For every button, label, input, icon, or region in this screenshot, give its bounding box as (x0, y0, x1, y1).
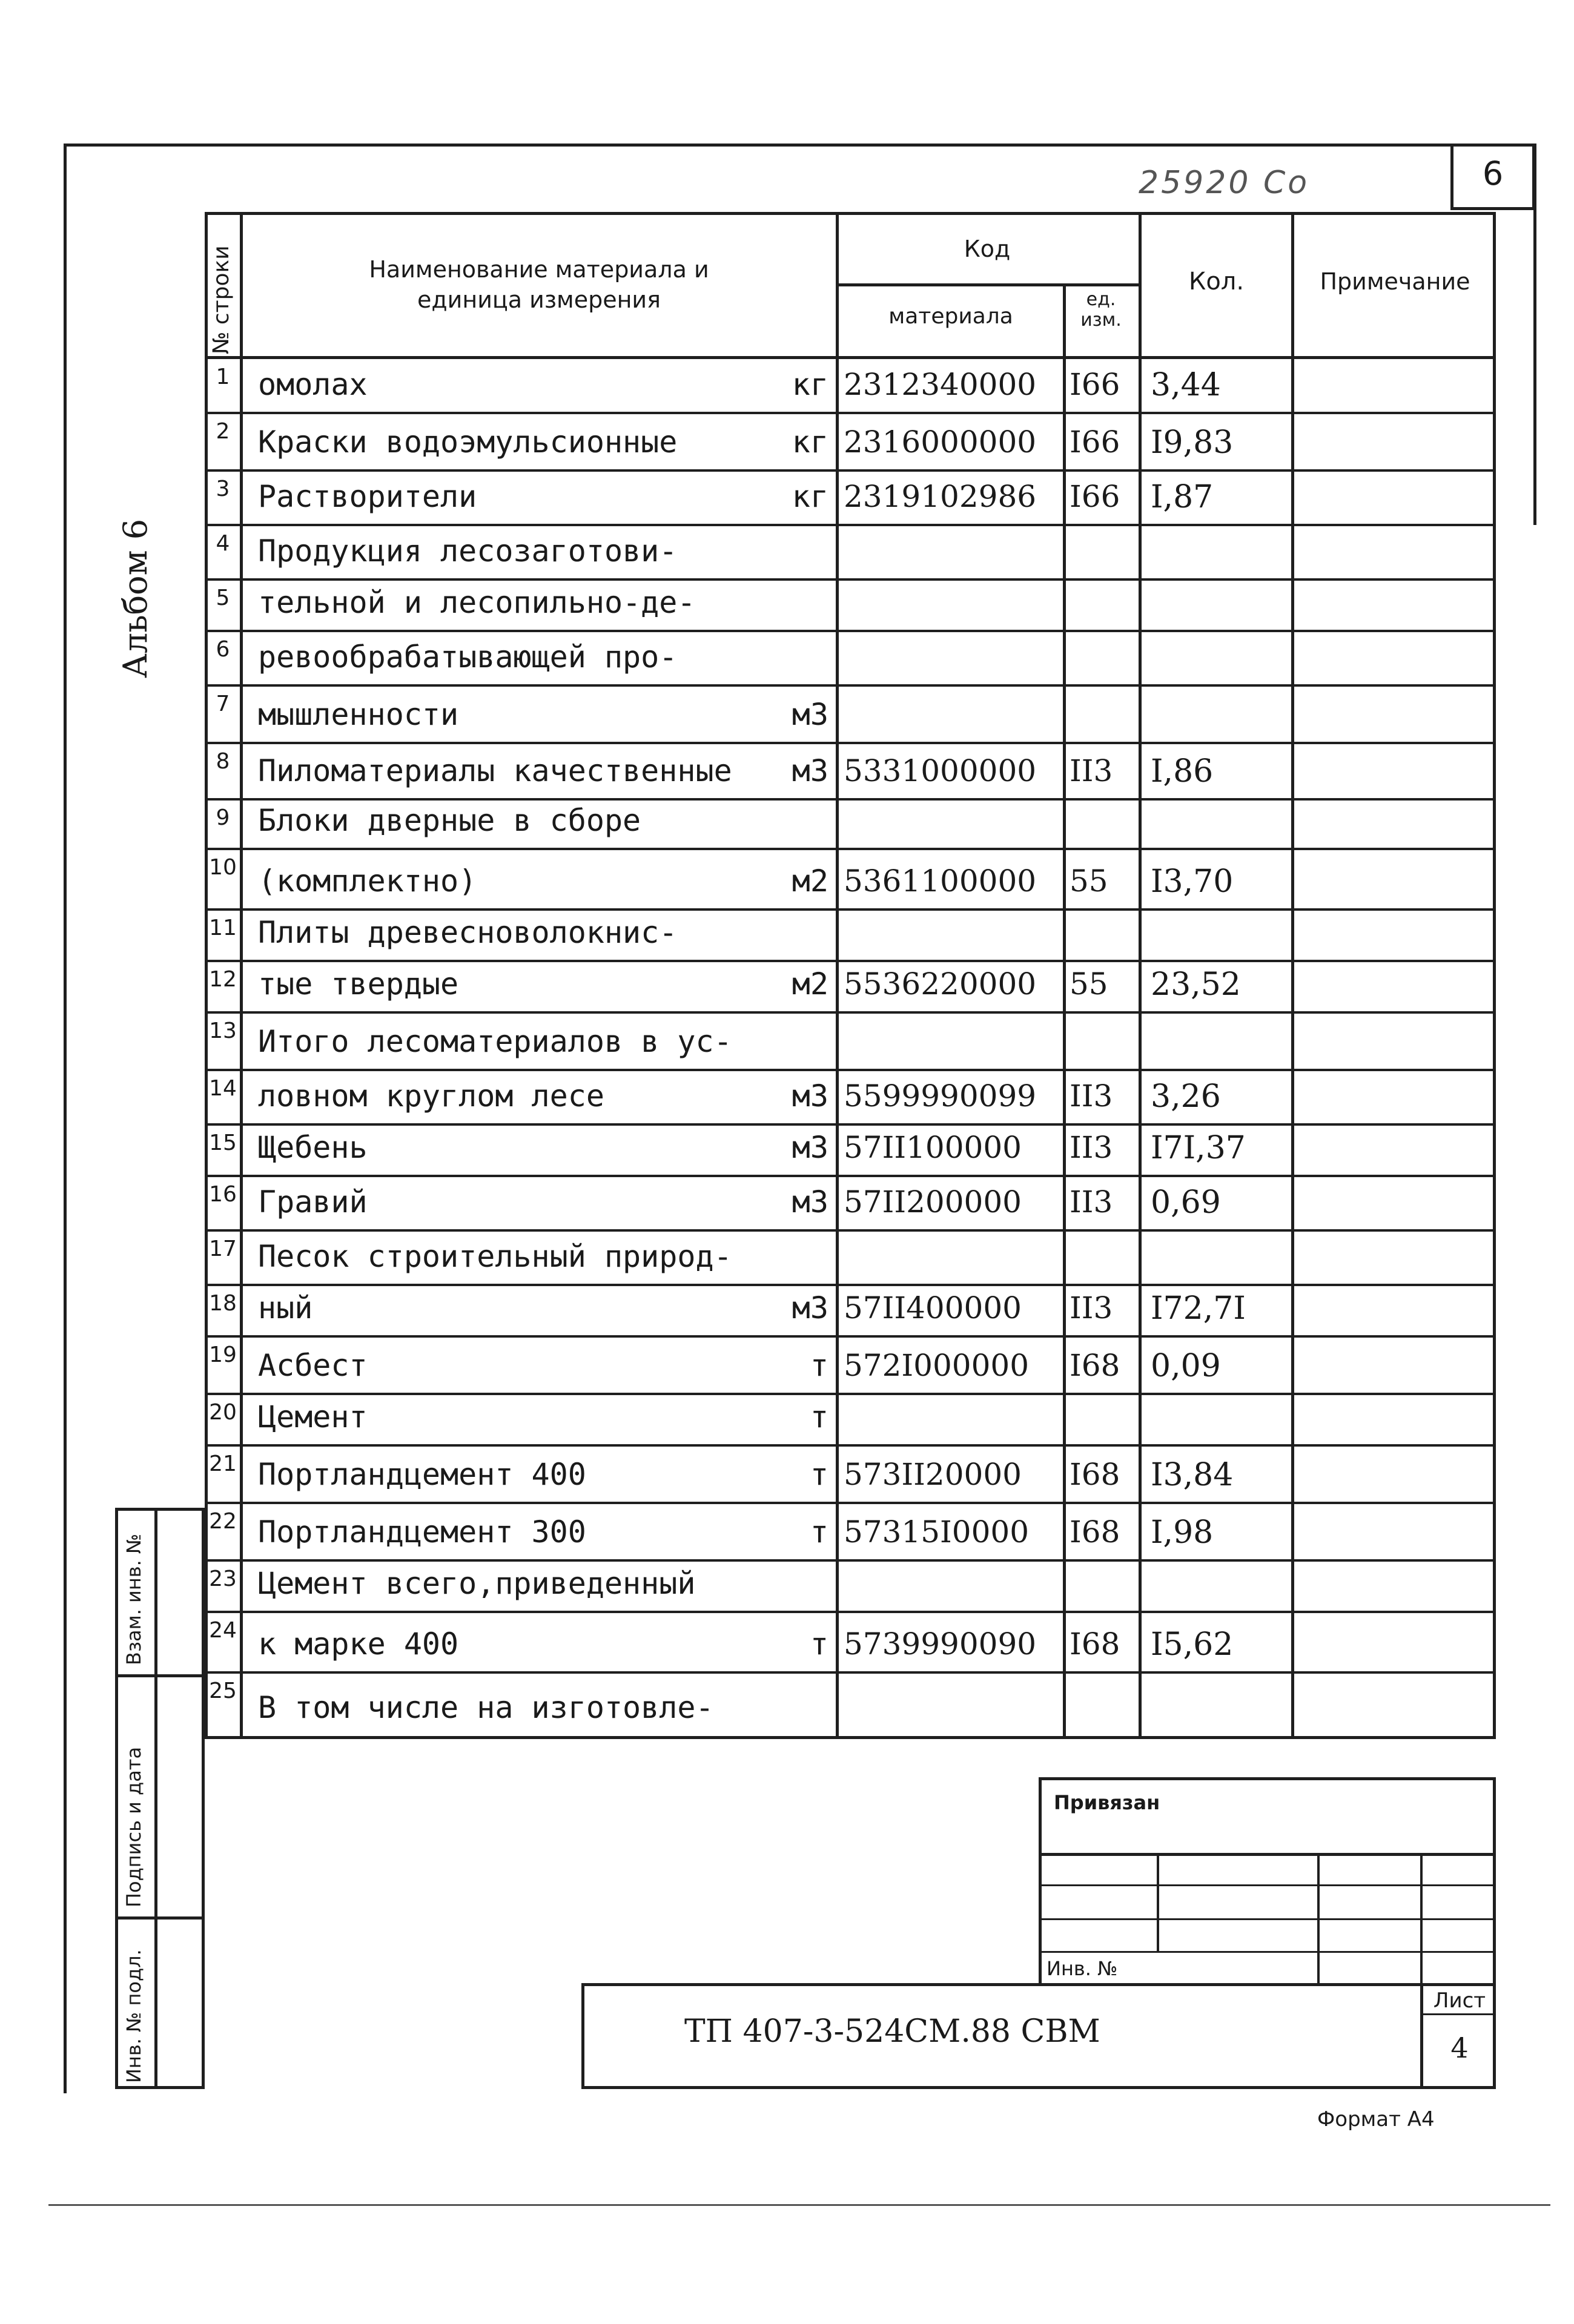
table-row (205, 524, 1496, 578)
material-code: 573II20000 (844, 1457, 1022, 1492)
side-stamp-line-2 (115, 1916, 205, 1920)
row-divider (205, 848, 1496, 850)
row-divider (205, 1011, 1496, 1014)
left-border (64, 144, 67, 2093)
material-name: (комплектно) (258, 863, 477, 899)
unit-code: II3 (1070, 1130, 1113, 1165)
row-number: 1 (216, 365, 230, 389)
bound-label: Привязан (1054, 1791, 1160, 1814)
table-row (205, 469, 1496, 524)
row-number: 14 (209, 1076, 237, 1101)
row-number: 22 (209, 1509, 237, 1534)
row-number: 9 (216, 805, 230, 830)
material-code: 5361100000 (844, 863, 1037, 899)
unit-code: I68 (1070, 1626, 1120, 1662)
material-code: 5599990099 (844, 1078, 1037, 1114)
material-code: 57II100000 (844, 1130, 1022, 1165)
header-name: Наименование материала и единица измерения (369, 256, 709, 313)
row-number: 2 (216, 419, 230, 444)
bound-vline-1 (1157, 1853, 1159, 1951)
material-unit: т (810, 1457, 828, 1492)
quantity: I,98 (1151, 1514, 1214, 1551)
row-number: 19 (209, 1342, 237, 1367)
row-divider (205, 469, 1496, 472)
bound-line-4 (1039, 1951, 1496, 1953)
header-code: Код (964, 236, 1011, 262)
row-divider (205, 1123, 1496, 1126)
row-divider (205, 908, 1496, 911)
unit-code: II3 (1070, 753, 1113, 788)
quantity: 3,26 (1151, 1078, 1221, 1115)
row-divider (205, 1175, 1496, 1177)
table-row (205, 1011, 1496, 1069)
row-divider (205, 1069, 1496, 1071)
quantity: I72,7I (1151, 1290, 1246, 1327)
row-number: 11 (209, 916, 237, 940)
code-group-line (836, 283, 1139, 286)
material-unit: т (810, 1514, 828, 1550)
material-unit: т (810, 1626, 828, 1662)
side-stamp-divider (154, 1508, 157, 2089)
material-name: ловном круглом лесе (258, 1078, 604, 1114)
sheet-label: Лист (1433, 1989, 1486, 2013)
unit-code: I66 (1070, 479, 1120, 514)
table-row (205, 908, 1496, 960)
row-number: 3 (216, 477, 230, 501)
material-unit: м3 (792, 753, 828, 788)
table-row (205, 1393, 1496, 1444)
material-name: ревообрабатывающей про- (258, 639, 678, 675)
material-name: Продукция лесозаготови- (258, 533, 678, 569)
header-qty: Кол. (1188, 268, 1245, 295)
doc-code: ТП 407-3-524СМ.88 СВМ (684, 2013, 1100, 2050)
material-code: 57II400000 (844, 1290, 1022, 1325)
table-row (205, 848, 1496, 908)
unit-code: I68 (1070, 1514, 1120, 1550)
material-name: Плиты древесноволокнис- (258, 915, 678, 950)
row-divider (205, 630, 1496, 632)
quantity: I7I,37 (1151, 1130, 1246, 1166)
header-code-unit: ед. изм. (1080, 289, 1122, 331)
row-number: 13 (209, 1018, 237, 1043)
album-label: Альбом 6 (116, 518, 154, 678)
bound-line-3 (1039, 1918, 1496, 1920)
material-name: тые твердые (258, 966, 459, 1002)
quantity: 0,69 (1151, 1184, 1221, 1221)
unit-code: 55 (1070, 966, 1108, 1002)
side-inv-orig: Инв. № подл. (122, 1949, 145, 2083)
row-number: 4 (216, 531, 230, 556)
row-divider (205, 412, 1496, 414)
row-divider (205, 1284, 1496, 1286)
sheet-number: 6 (1482, 154, 1504, 193)
unit-code: I68 (1070, 1348, 1120, 1383)
material-code: 572I000000 (844, 1348, 1030, 1383)
table-row (205, 1559, 1496, 1611)
row-divider (205, 1502, 1496, 1504)
table-row (205, 1502, 1496, 1559)
row-number: 12 (209, 967, 237, 992)
unit-code: I66 (1070, 424, 1120, 460)
unit-code: II3 (1070, 1290, 1113, 1325)
table-row (205, 1123, 1496, 1175)
row-divider (205, 1393, 1496, 1395)
material-unit: м3 (792, 1290, 828, 1325)
row-divider (205, 798, 1496, 801)
row-divider (205, 1335, 1496, 1338)
row-divider (205, 578, 1496, 581)
material-name: Пиломатериалы качественные (258, 753, 732, 788)
format-label: Формат А4 (1317, 2107, 1435, 2131)
material-code: 2312340000 (844, 367, 1037, 402)
bound-vline-3 (1420, 1853, 1423, 1986)
material-unit: м3 (792, 1078, 828, 1114)
table-row (205, 1175, 1496, 1229)
material-code: 5331000000 (844, 753, 1037, 788)
quantity: I,87 (1151, 479, 1214, 515)
header-note: Примечание (1320, 268, 1470, 295)
quantity: I3,70 (1151, 863, 1234, 900)
material-unit: м3 (792, 697, 828, 732)
row-number: 6 (216, 637, 230, 662)
material-name: тельной и лесопильно-де- (258, 585, 696, 620)
row-number: 25 (209, 1679, 237, 1703)
top-border (64, 144, 1536, 147)
table-row (205, 1229, 1496, 1284)
sheet-label-line (1420, 2013, 1496, 2015)
unit-code: II3 (1070, 1184, 1113, 1220)
material-name: Блоки дверные в сборе (258, 803, 641, 838)
table-row (205, 412, 1496, 469)
handwritten-code: 25920 Co (1139, 165, 1310, 201)
bound-vline-2 (1317, 1853, 1320, 1986)
table-row (205, 1671, 1496, 1735)
quantity: 0,09 (1151, 1348, 1221, 1384)
material-unit: м2 (792, 863, 828, 899)
material-code: 2316000000 (844, 424, 1037, 460)
row-number: 10 (209, 855, 237, 880)
material-unit: кг (792, 424, 828, 460)
row-divider (205, 1444, 1496, 1447)
unit-code: I68 (1070, 1457, 1120, 1492)
row-number: 18 (209, 1291, 237, 1316)
row-number: 8 (216, 749, 230, 774)
quantity: I5,62 (1151, 1626, 1234, 1663)
material-unit: м2 (792, 966, 828, 1002)
row-number: 24 (209, 1618, 237, 1643)
row-divider (205, 742, 1496, 744)
table-row (205, 578, 1496, 630)
quantity: 23,52 (1151, 966, 1241, 1003)
row-divider (205, 960, 1496, 962)
material-unit: кг (792, 479, 828, 514)
material-name: Цемент всего,приведенный (258, 1566, 696, 1601)
table-row (205, 1611, 1496, 1671)
material-name: Краски водоэмульсионные (258, 424, 678, 460)
table-row (205, 1284, 1496, 1335)
material-name: Щебень (258, 1130, 368, 1165)
sheet-value: 4 (1450, 2032, 1469, 2064)
row-number: 5 (216, 586, 230, 610)
table-row (205, 1444, 1496, 1502)
row-number: 23 (209, 1566, 237, 1591)
row-divider (205, 1671, 1496, 1674)
header-code-material: материала (888, 304, 1013, 329)
material-unit: м3 (792, 1184, 828, 1220)
table-row (205, 684, 1496, 742)
row-number: 16 (209, 1182, 237, 1207)
material-unit: т (810, 1399, 828, 1434)
unit-code: I66 (1070, 367, 1120, 402)
header-row-no: № строки (209, 245, 234, 354)
material-name: Гравий (258, 1184, 368, 1220)
table-row (205, 357, 1496, 412)
table-row (205, 630, 1496, 684)
material-unit: т (810, 1348, 828, 1383)
row-number: 21 (209, 1451, 237, 1476)
material-name: Растворители (258, 479, 477, 514)
material-name: Итого лесоматериалов в ус- (258, 1024, 732, 1059)
unit-code: 55 (1070, 863, 1108, 899)
material-code: 5739990090 (844, 1626, 1037, 1662)
quantity: I3,84 (1151, 1457, 1234, 1493)
table-row (205, 798, 1496, 848)
material-name: ный (258, 1290, 313, 1325)
material-name: мышленности (258, 697, 459, 732)
row-divider (205, 524, 1496, 526)
table-row (205, 960, 1496, 1011)
material-name: Песок строительный природ- (258, 1239, 732, 1274)
material-name: В том числе на изготовле- (258, 1690, 714, 1725)
row-number: 17 (209, 1236, 237, 1261)
material-code: 2319102986 (844, 479, 1037, 514)
material-unit: кг (792, 367, 828, 402)
quantity: I,86 (1151, 753, 1214, 790)
bound-line-2 (1039, 1884, 1496, 1886)
side-stamp-line-1 (115, 1674, 205, 1677)
bound-line-1 (1039, 1853, 1496, 1856)
inv-label: Инв. № (1047, 1957, 1118, 1980)
row-divider (205, 1229, 1496, 1232)
quantity: 3,44 (1151, 367, 1221, 403)
row-number: 20 (209, 1400, 237, 1425)
table-row (205, 1335, 1496, 1393)
material-unit: м3 (792, 1130, 828, 1165)
row-number: 7 (216, 692, 230, 716)
table-row (205, 1069, 1496, 1123)
side-zam-inv: Взам. инв. № (122, 1533, 145, 1665)
material-name: омолах (258, 367, 368, 402)
table-row (205, 742, 1496, 798)
material-name: Портландцемент 400 (258, 1457, 586, 1492)
unit-code: II3 (1070, 1078, 1113, 1114)
row-divider (205, 684, 1496, 687)
material-code: 5536220000 (844, 966, 1037, 1002)
quantity: I9,83 (1151, 424, 1234, 461)
material-name: Цемент (258, 1399, 368, 1434)
row-number: 15 (209, 1131, 237, 1155)
material-code: 57II200000 (844, 1184, 1022, 1220)
material-name: Портландцемент 300 (258, 1514, 586, 1550)
side-sign-date: Подпись и дата (122, 1746, 145, 1907)
material-name: Асбест (258, 1348, 368, 1383)
material-name: к марке 400 (258, 1626, 459, 1662)
material-code: 57315I0000 (844, 1514, 1030, 1550)
row-divider (205, 1559, 1496, 1562)
bottom-cut-line (48, 2204, 1550, 2206)
row-divider (205, 1611, 1496, 1613)
